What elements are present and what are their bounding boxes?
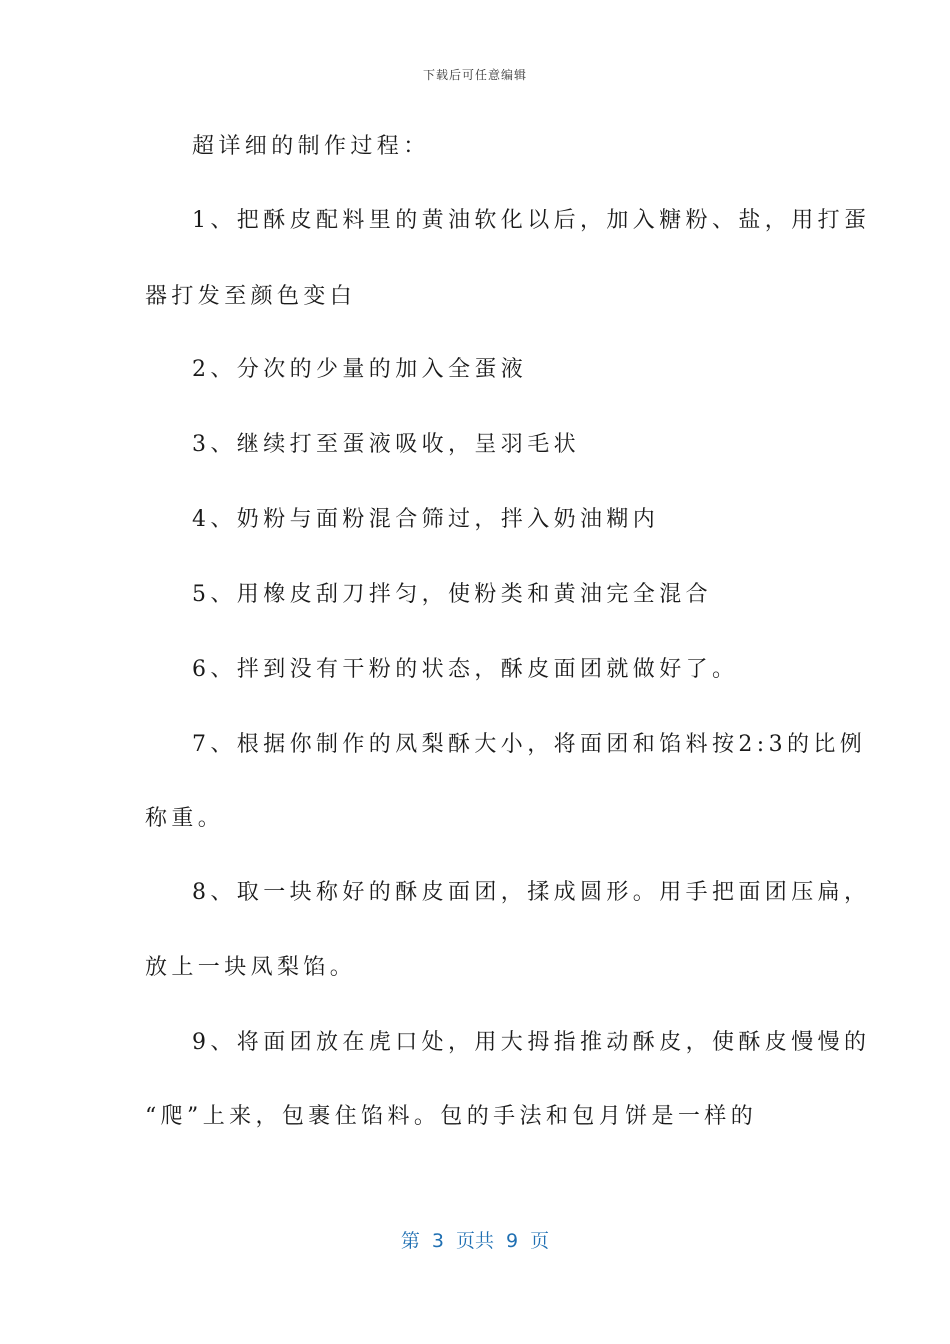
step-2: 2、分次的少量的加入全蛋液	[192, 357, 528, 382]
step-9-line-2: “爬”上来，包裹住馅料。包的手法和包月饼是一样的	[145, 1104, 758, 1129]
step-6: 6、拌到没有干粉的状态，酥皮面团就做好了。	[192, 657, 739, 682]
step-1-line-1: 1、把酥皮配料里的黄油软化以后，加入糖粉、盐，用打蛋	[192, 208, 871, 233]
footer-total-pages: 9	[506, 1230, 519, 1252]
step-7-line-1: 7、根据你制作的凤梨酥大小，将面团和馅料按2:3的比例	[192, 732, 867, 757]
step-5: 5、用橡皮刮刀拌匀，使粉类和黄油完全混合	[192, 582, 712, 607]
step-8-line-2: 放上一块凤梨馅。	[145, 955, 357, 980]
step-1-line-2: 器打发至颜色变白	[145, 284, 357, 309]
footer-suffix: 页	[530, 1230, 550, 1252]
step-4: 4、奶粉与面粉混合筛过，拌入奶油糊内	[192, 507, 660, 532]
footer-prefix: 第	[400, 1230, 420, 1252]
step-7-line-2: 称重。	[145, 806, 225, 831]
intro-line: 超详细的制作过程：	[192, 134, 430, 159]
page-header: 下载后可任意编辑	[422, 68, 527, 82]
footer-middle: 页共	[455, 1230, 494, 1252]
step-3: 3、继续打至蛋液吸收，呈羽毛状	[192, 432, 580, 457]
step-9-line-1: 9、将面团放在虎口处，用大拇指推动酥皮，使酥皮慢慢的	[192, 1030, 871, 1055]
footer-page-number: 3	[431, 1230, 444, 1252]
page-footer	[0, 1226, 950, 1253]
step-8-line-1: 8、取一块称好的酥皮面团，揉成圆形。用手把面团压扁，	[192, 880, 871, 905]
